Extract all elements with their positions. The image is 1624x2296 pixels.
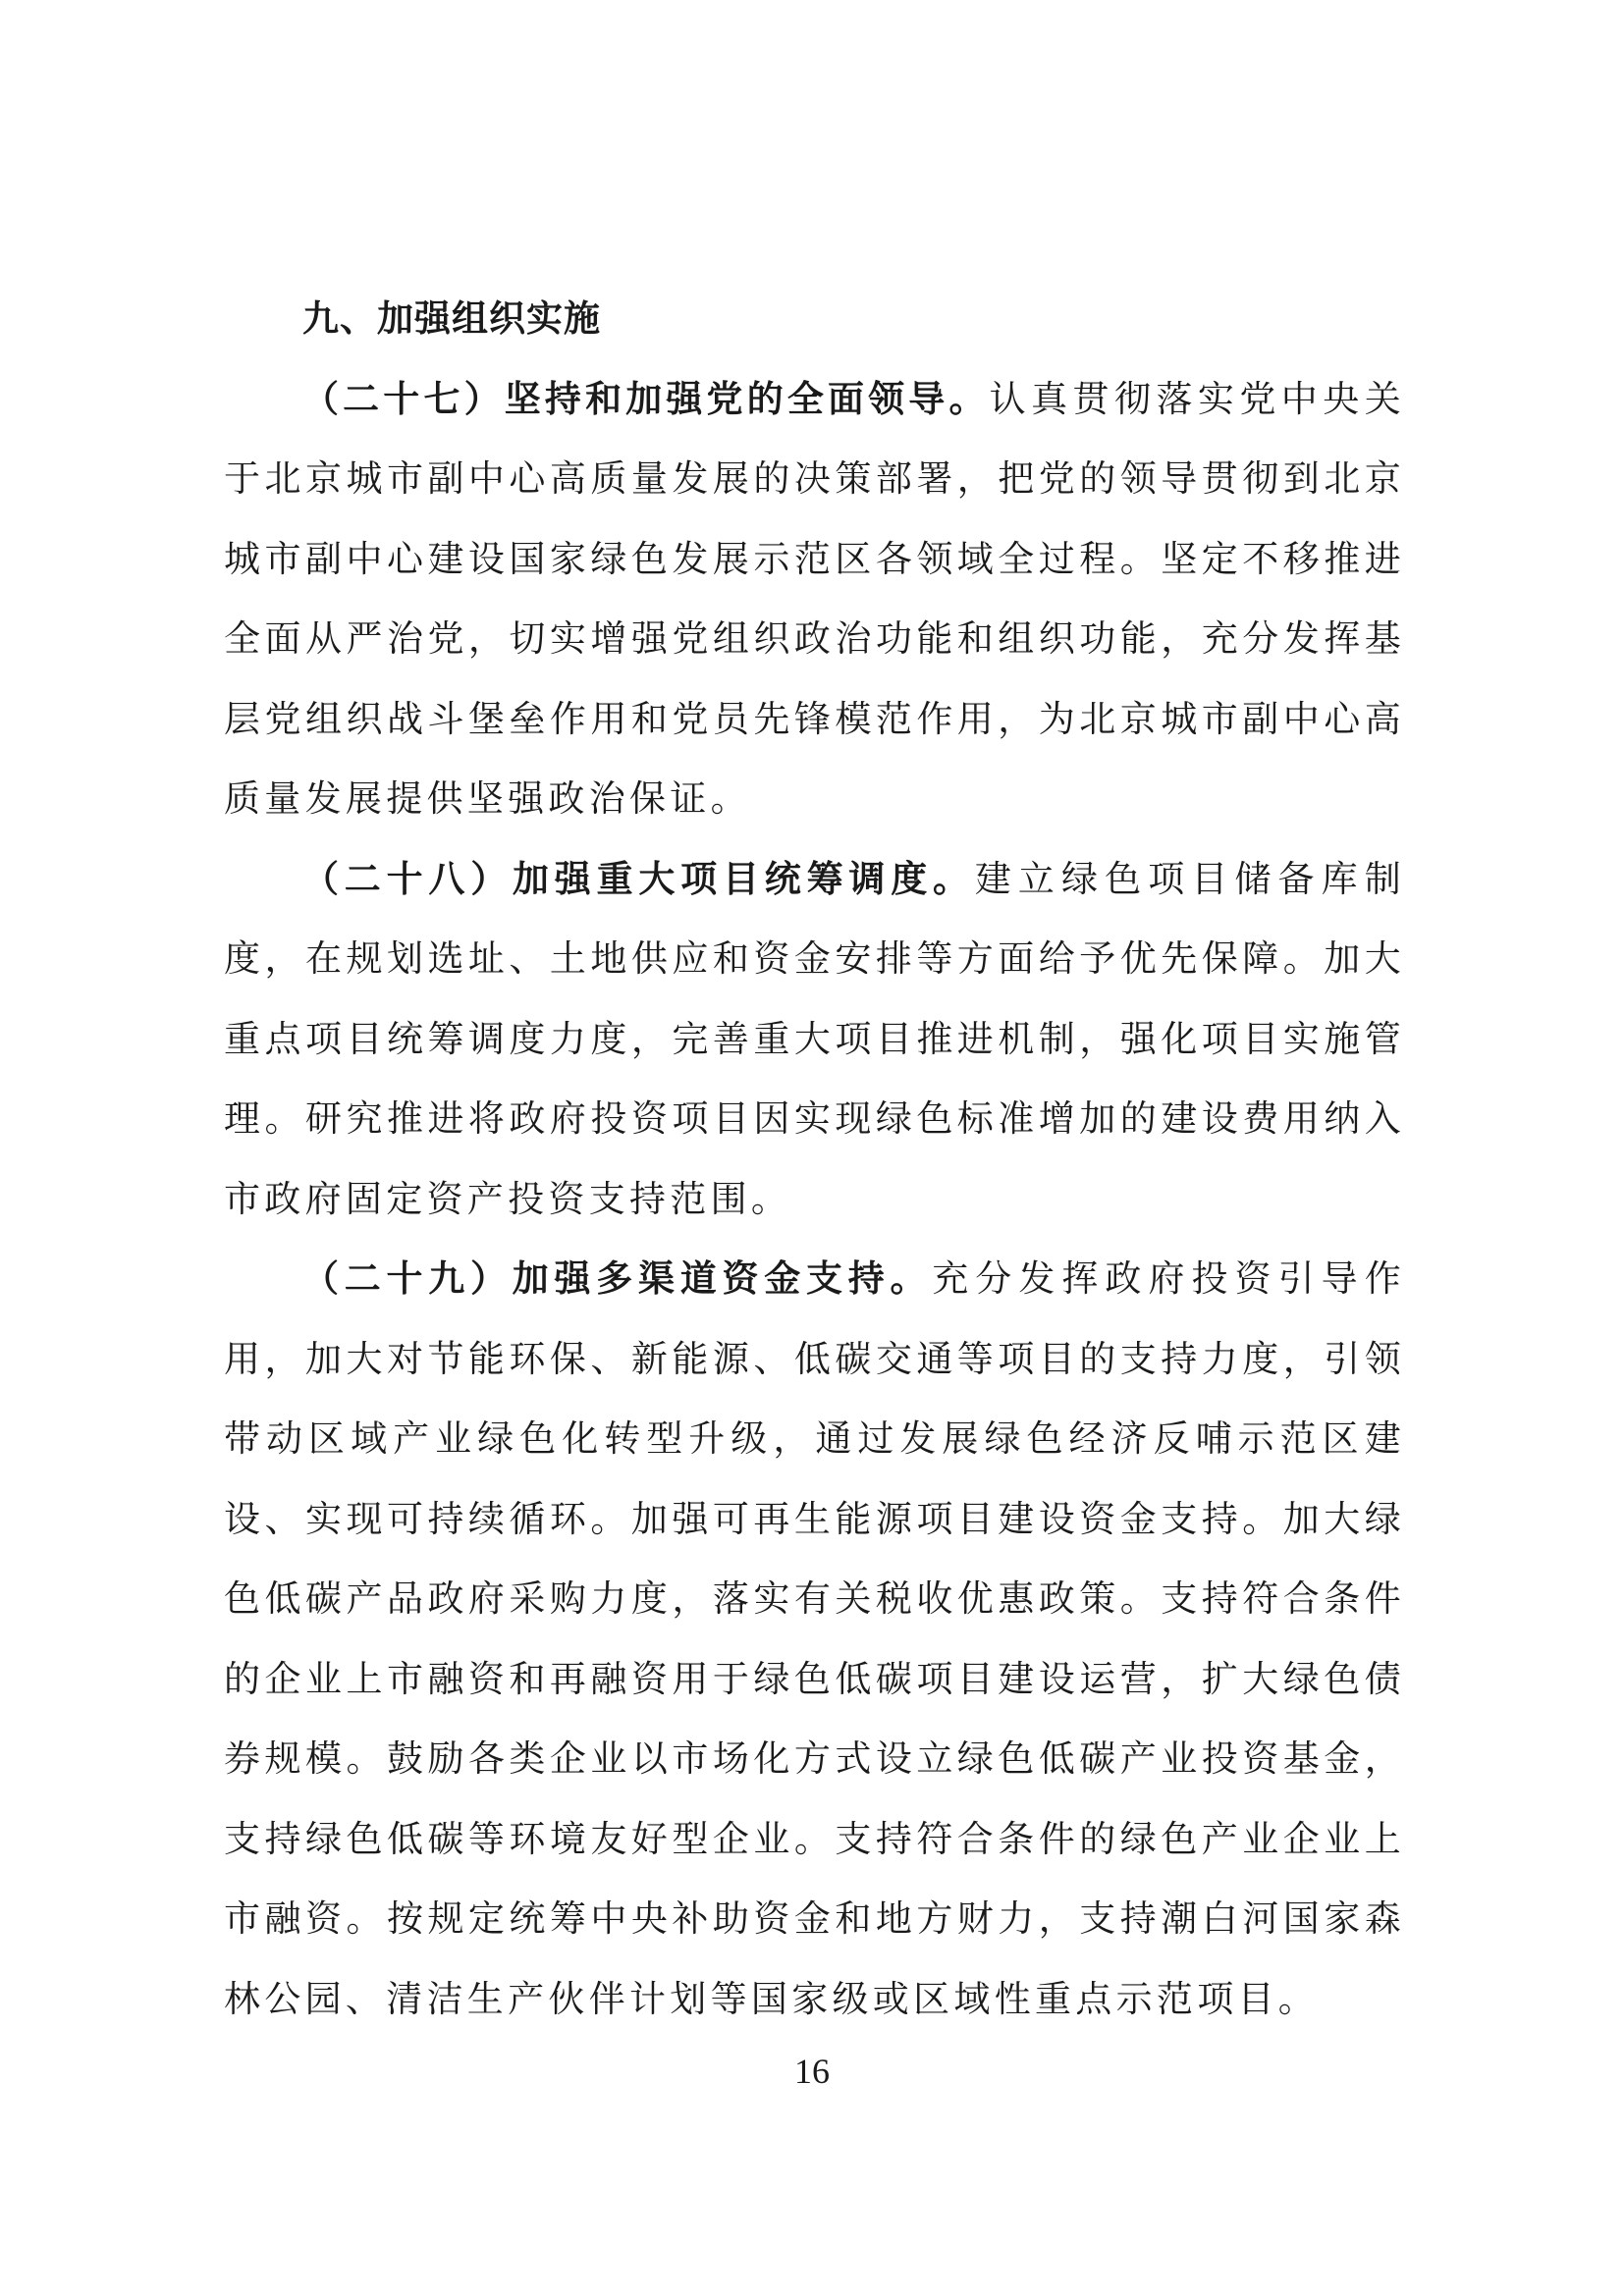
paragraph-29 xyxy=(224,1239,1405,2039)
page-number: 16 xyxy=(794,2052,830,2091)
paragraph-28-body: 建立绿色项目储备库制度，在规划选址、土地供应和资金安排等方面给予优先保障。加大重点项目统筹调度力度，完善重大项目推进机制，强化项目实施管理。研究推进将政府投资项目因实现绿色标准增加的建设费用纳入市政府固定资产投资支持范围。 xyxy=(224,857,1406,1220)
paragraph-28 xyxy=(224,839,1405,1240)
section-heading: 九、加强组织实施 xyxy=(302,297,601,340)
paragraph-27 xyxy=(224,359,1405,839)
paragraph-27-body: 认真贯彻落实党中央关于北京城市副中心高质量发展的决策部署，把党的领导贯彻到北京城市副中心建设国家绿色发展示范区各领域全过程。坚定不移推进全面从严治党，切实增强党组织政治功能和组织功能，充分发挥基层党组织战斗堡垒作用和党员先锋模范作用，为北京城市副中心高质量发展提供坚强政治保证。 xyxy=(224,377,1406,820)
paragraph-29-body: 充分发挥政府投资引导作用，加大对节能环保、新能源、低碳交通等项目的支持力度，引领带动区域产业绿色化转型升级，通过发展绿色经济反哺示范区建设、实现可持续循环。加强可再生能源项目建设资金支持。加大绿色低碳产品政府采购力度，落实有关税收优惠政策。支持符合条件的企业上市融资和再融资用于绿色低碳项目建设运营，扩大绿色债券规模。鼓励各类企业以市场化方式设立绿色低碳产业投资基金，支持绿色低碳等环境友好型企业。支持符合条件的绿色产业企业上市融资。按规定统筹中央补助资金和地方财力，支持潮白河国家森林公园、清洁生产伙伴计划等国家级或区域性重点示范项目。 xyxy=(224,1257,1405,2020)
paragraph-28-title: （二十八）加强重大项目统筹调度。 xyxy=(302,857,975,900)
paragraph-27-title: （二十七）坚持和加强党的全面领导。 xyxy=(302,377,990,420)
document-body xyxy=(224,279,1405,2039)
paragraph-29-title: （二十九）加强多渠道资金支持。 xyxy=(302,1257,933,1300)
